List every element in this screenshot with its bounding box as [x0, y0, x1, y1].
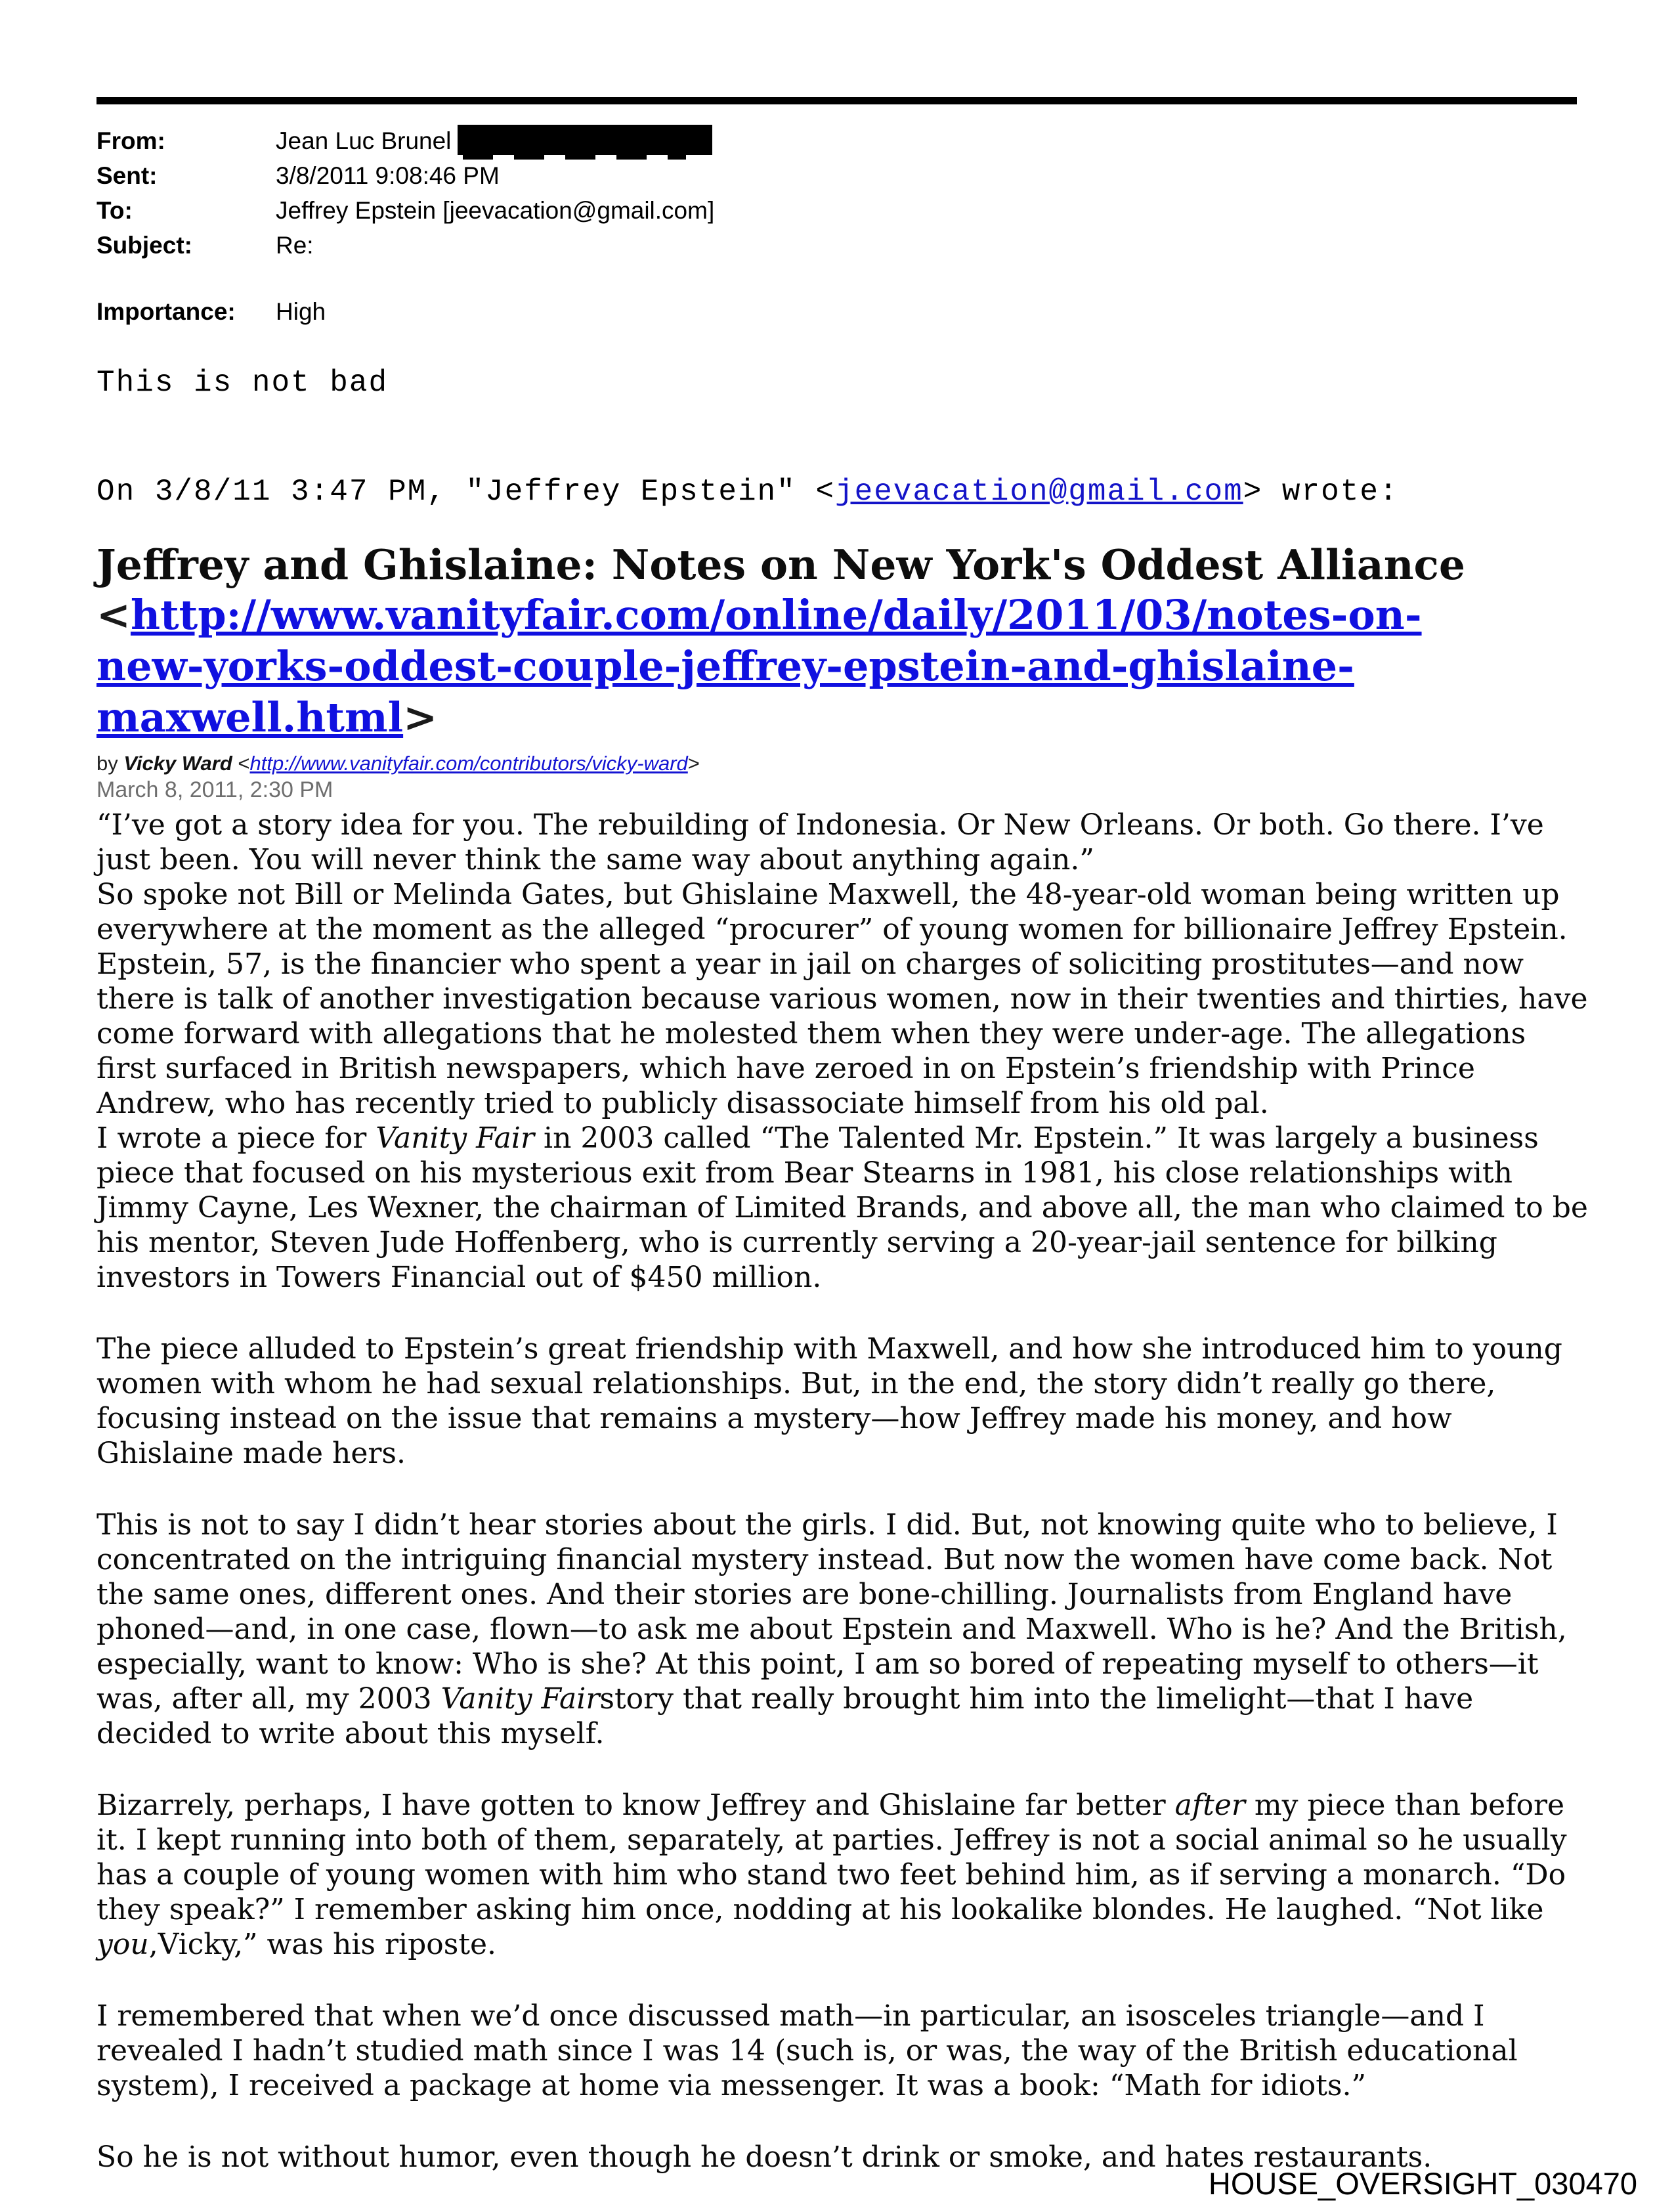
article-paragraph: [97, 947, 1588, 1121]
header-row-sent: [97, 158, 714, 193]
text-run: “I’ve got a story idea for you. The rebuilding of Indonesia. Or New Orleans. Or both. Go there. I’ve just been. You will never think the same way about anything again.”: [97, 808, 1544, 877]
byline-close-bracket: >: [687, 752, 700, 775]
text-run: in 2003 called “The Talented Mr. Epstein.” It was largely a business piece that focused on his mysterious exit from Bear Stearns in 1981, his close relationships with Jimmy Cayne, Les Wexner, the chairman of Limited Brands, and above all, the man who claimed to be his mentor, Steven Jude Hoffenberg, who is currently serving a 20-year-jail sentence for bilking investors in Towers Financial out of $450 million.: [97, 1121, 1588, 1294]
header-row-importance: [97, 294, 714, 329]
article-body: [97, 808, 1588, 2175]
article-paragraph: [97, 1999, 1588, 2103]
top-horizontal-rule: [97, 97, 1577, 104]
bates-number: HOUSE_OVERSIGHT_030470: [1208, 2166, 1637, 2201]
header-label-sent: Sent:: [97, 162, 158, 189]
text-run: This is not to say I didn’t hear stories about the girls. I did. But, not knowing quite who to believe, I concentrated on the intriguing financial mystery instead. But now the women have come back. Not the same ones, different ones. And their stories are bone-chilling. Journalists from England have phoned—and, in one case, flown—to ask me about Epstein and Maxwell. Who is he? And the British, especially, want to know: Who is she? At this point, I am so bored of repeating myself to others—it was, after all, my 2003: [97, 1508, 1567, 1716]
article-title: Jeffrey and Ghislaine: Notes on New York's Oddest Alliance: [97, 540, 1465, 589]
byline-open-bracket: <: [232, 752, 250, 775]
header-label-to: To:: [97, 197, 133, 224]
text-run: So he is not without humor, even though he doesn’t drink or smoke, and hates restaurants.: [97, 2140, 1432, 2174]
text-run: Bizarrely, perhaps, I have gotten to know Jeffrey and Ghislaine far better: [97, 1789, 1175, 1822]
article-byline: [97, 751, 1588, 776]
quote-prefix: On 3/8/11 3:47 PM, "Jeffrey Epstein" <: [97, 475, 835, 509]
url-open-bracket: <: [97, 591, 131, 639]
text-run: The piece alluded to Epstein’s great friendship with Maxwell, and how she introduced him to young women with whom he had sexual relationships. But, in the end, the story didn’t really go there, focusing instead on the issue that remains a mystery—how Jeffrey made his money, and how Ghislaine made hers.: [97, 1332, 1562, 1470]
article-paragraph: [97, 1788, 1588, 1962]
text-run: my piece than before it. I kept running into both of them, separately, at parties. Jeffrey is not a social animal so he usually has a couple of young women with him who stand two feet behind him, as if serving a monarch. “Do they speak?” I remember asking him once, nodding at his lookalike blondes. He laughed. “Not like: [97, 1789, 1567, 1926]
header-row-to: [97, 193, 714, 228]
quoted-article: [97, 540, 1588, 2175]
sender-name: Jean Luc Brunel: [276, 127, 452, 154]
text-run: story that really brought him into the limelight—that I have decided to write about this myself.: [97, 1682, 1474, 1750]
redaction-remnant-marks: [463, 155, 686, 160]
header-row-subject: [97, 228, 714, 263]
redaction-bar: [458, 125, 712, 155]
text-run: I remembered that when we’d once discussed math—in particular, an isosceles triangle—and I revealed I hadn’t studied math since I was 14 (such is, or was, the way of the British educational system), I received a package at home via messenger. It was a book: “Math for idiots.”: [97, 1999, 1518, 2102]
article-paragraph: [97, 1121, 1588, 1295]
header-value-sent: 3/8/2011 9:08:46 PM: [276, 162, 500, 189]
author-name: Vicky Ward: [123, 752, 232, 775]
text-run: I wrote a piece for: [97, 1121, 376, 1155]
article-paragraph: [97, 1507, 1588, 1751]
article-paragraph: [97, 808, 1588, 877]
email-header-block: [97, 123, 714, 329]
header-value-from: [276, 123, 712, 158]
header-value-to: Jeffrey Epstein [jeevacation@gmail.com]: [276, 197, 715, 224]
quote-suffix: > wrote:: [1243, 475, 1399, 509]
byline-by: by: [97, 752, 124, 775]
text-run: Epstein, 57, is the financier who spent a year in jail on charges of soliciting prostitutes—and now there is talk of another investigation because various women, now in their twenties and thirties, have come forward with allegations that he molested them when they were under-age. The allegations first surfaced in British newspapers, which have zeroed in on Epstein’s friendship with Prince Andrew, who has recently tried to publicly disassociate himself from his old pal.: [97, 947, 1588, 1120]
text-run: So spoke not Bill or Melinda Gates, but Ghislaine Maxwell, the 48-year-old woman being written up everywhere at the moment as the alleged “procurer” of young women for billionaire Jeffrey Epstein.: [97, 878, 1568, 946]
italic-text-run: Vanity Fair: [376, 1121, 535, 1155]
italic-text-run: Vanity Fair: [440, 1682, 600, 1716]
quote-attribution-line: [97, 474, 1399, 510]
article-paragraph: [97, 1332, 1588, 1471]
email-body-text: This is not bad: [97, 366, 389, 400]
url-close-bracket: >: [403, 693, 438, 741]
header-label-from: From:: [97, 127, 165, 154]
italic-text-run: you: [97, 1928, 149, 1961]
article-date: March 8, 2011, 2:30 PM: [97, 777, 333, 802]
article-url-link[interactable]: http://www.vanityfair.com/online/daily/2011/03/notes-on- new-yorks-oddest-couple-jeffrey-epstein-and-ghislaine- maxwell.html: [97, 591, 1422, 741]
article-paragraph: [97, 877, 1588, 947]
header-value-subject: Re:: [276, 232, 314, 259]
text-run: ,Vicky,” was his riposte.: [148, 1928, 497, 1961]
author-profile-link[interactable]: http://www.vanityfair.com/contributors/vicky-ward: [249, 752, 688, 775]
header-label-importance: Importance:: [97, 298, 236, 325]
italic-text-run: after: [1174, 1789, 1245, 1822]
header-row-from: [97, 123, 714, 158]
header-value-importance: High: [276, 298, 326, 325]
email-address-link[interactable]: jeevacation@gmail.com: [834, 475, 1243, 509]
header-label-subject: Subject:: [97, 232, 192, 259]
article-url-line: [97, 590, 1588, 743]
